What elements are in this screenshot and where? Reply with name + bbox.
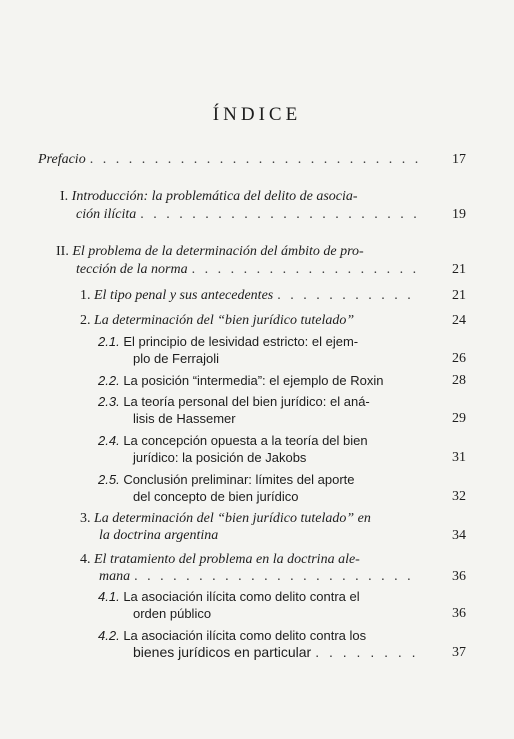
page-number: 36 — [452, 606, 466, 621]
page-number: 19 — [452, 207, 466, 222]
toc-entry-3 — [80, 510, 371, 527]
entry-text-line1: Conclusión preliminar: límites del aporte — [123, 472, 355, 487]
entry-number: 2.4. — [98, 433, 120, 448]
page-number: 37 — [452, 645, 466, 660]
entry-number: I. — [60, 189, 69, 204]
toc-entry-2-1 — [98, 333, 358, 350]
entry-text-line1: La teoría personal del bien jurídico: el aná- — [123, 394, 370, 409]
entry-number: 4. — [80, 552, 91, 567]
leader-dots — [140, 206, 419, 223]
entry-number: 2. — [80, 313, 91, 328]
page-number: 26 — [452, 351, 466, 366]
entry-text-line2: tección de la norma — [76, 262, 188, 277]
entry-text-line1: La concepción opuesta a la teoría del bien — [123, 433, 368, 448]
toc-entry-ii-cont — [76, 261, 423, 278]
page-number: 29 — [452, 411, 466, 426]
entry-text-line2: jurídico: la posición de Jakobs — [133, 450, 307, 465]
entry-text-line2: bienes jurídicos en particular — [133, 644, 312, 660]
entry-number: 4.1. — [98, 589, 120, 604]
entry-text-line1: El tratamiento del problema en la doctrina ale- — [94, 552, 360, 567]
toc-entry-4-2 — [98, 627, 366, 644]
page-number: 21 — [452, 262, 466, 277]
toc-entry-4-cont — [99, 568, 423, 585]
toc-entry-2-3-cont — [133, 410, 236, 427]
leader-dots — [277, 287, 419, 304]
entry-text-line1: La asociación ilícita como delito contra los — [123, 628, 367, 643]
toc-entry-2-4-cont — [133, 449, 306, 466]
page-number: 17 — [452, 152, 466, 167]
entry-number: 2.2. — [98, 373, 120, 388]
entry-text: Prefacio — [38, 152, 86, 167]
page-number: 36 — [452, 569, 466, 584]
toc-entry-i — [60, 188, 358, 205]
page-number: 32 — [452, 489, 466, 504]
leader-dots — [90, 151, 419, 168]
page-number: 28 — [452, 373, 466, 388]
toc-entry-2-5 — [98, 471, 355, 488]
toc-entry-2 — [80, 312, 354, 329]
toc-entry-2-2 — [98, 372, 383, 389]
entry-text-line2: la doctrina argentina — [99, 528, 219, 543]
entry-number: 1. — [80, 288, 91, 303]
leader-dots — [134, 568, 419, 585]
entry-text-line1: La determinación del “bien jurídico tutelado” en — [94, 511, 371, 526]
entry-text-line2: mana — [99, 569, 131, 584]
entry-number: 2.5. — [98, 472, 120, 487]
entry-text: El tipo penal y sus antecedentes — [94, 288, 274, 303]
entry-text-line2: lisis de Hassemer — [133, 411, 236, 426]
toc-entry-ii — [56, 243, 364, 260]
entry-text: La posición “intermedia”: el ejemplo de Roxin — [123, 373, 384, 388]
entry-number: 4.2. — [98, 628, 120, 643]
entry-text-line1: La asociación ilícita como delito contra el — [123, 589, 360, 604]
entry-text-line1: El principio de lesividad estricto: el ejem- — [123, 334, 359, 349]
entry-text-line2: ción ilícita — [76, 207, 137, 222]
toc-entry-i-cont — [76, 206, 423, 223]
page-title: ÍNDICE — [212, 104, 302, 125]
toc-entry-4-1 — [98, 588, 360, 605]
toc-entry-1 — [80, 287, 423, 304]
toc-entry-prefacio — [38, 151, 423, 168]
toc-entry-2-1-cont — [133, 350, 219, 367]
entry-text-line1: El problema de la determinación del ámbito de pro- — [72, 244, 364, 259]
entry-number: II. — [56, 244, 69, 259]
toc-entry-3-cont — [99, 527, 218, 544]
leader-dots — [315, 644, 419, 661]
entry-text-line2: del concepto de bien jurídico — [133, 489, 299, 504]
entry-text-line2: orden público — [133, 606, 212, 621]
toc-entry-4 — [80, 551, 360, 568]
page-number: 24 — [452, 313, 466, 328]
page-number: 34 — [452, 528, 466, 543]
toc-entry-2-4 — [98, 432, 368, 449]
entry-number: 2.1. — [98, 334, 120, 349]
toc-entry-2-5-cont — [133, 488, 299, 505]
entry-text: La determinación del “bien jurídico tutelado” — [94, 313, 355, 328]
entry-text-line1: Introducción: la problemática del delito de asocia- — [71, 189, 358, 204]
entry-text-line2: plo de Ferrajoli — [133, 351, 219, 366]
toc-entry-4-2-cont — [133, 644, 423, 661]
entry-number: 3. — [80, 511, 91, 526]
page-number: 21 — [452, 288, 466, 303]
toc-entry-4-1-cont — [133, 605, 211, 622]
toc-entry-2-3 — [98, 393, 370, 410]
page-number: 31 — [452, 450, 466, 465]
leader-dots — [192, 261, 419, 278]
entry-number: 2.3. — [98, 394, 120, 409]
